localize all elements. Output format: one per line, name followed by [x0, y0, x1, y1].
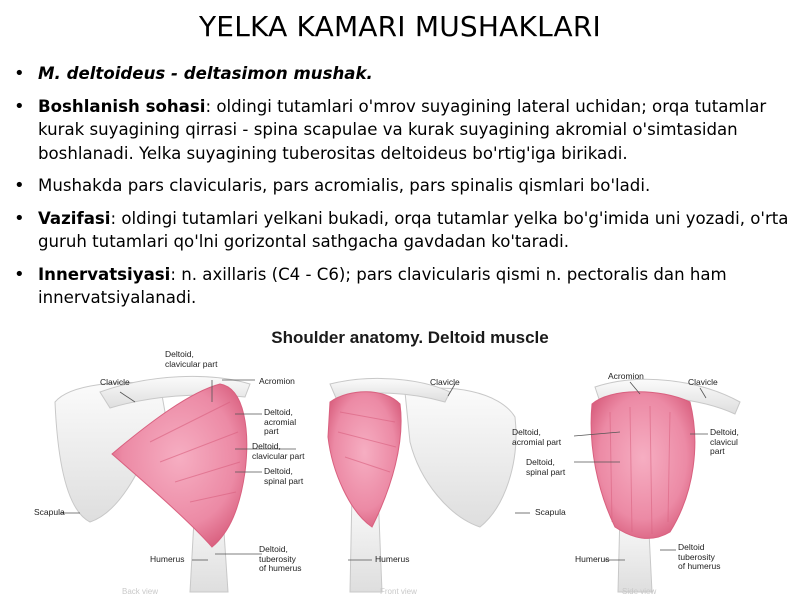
label-deltoid-acromial: Deltoid, acromial part: [512, 427, 562, 447]
figure-title: Shoulder anatomy. Deltoid muscle: [271, 328, 549, 347]
label-scapula: Scapula: [34, 507, 65, 517]
label-deltoid-spinal: Deltoid, spinal part: [264, 466, 304, 486]
label-deltoid-clavicular: Deltoid, clavicular part: [165, 349, 218, 369]
caption-back-view: Back view: [122, 587, 159, 596]
label-clavicle: Clavicle: [430, 377, 460, 387]
label-humerus: Humerus: [575, 554, 610, 564]
caption-front-view: Front view: [380, 587, 417, 596]
label-deltoid-acromial: Deltoid, acromial part: [264, 407, 297, 436]
bullet-lead: Vazifasi: [38, 208, 111, 228]
label-deltoid-tuberosity: Deltoid tuberosity of humerus: [678, 542, 721, 571]
label-humerus: Humerus: [150, 554, 185, 564]
slide-title: YELKA KAMARI MUSHAKLARI: [199, 10, 601, 43]
label-deltoid-clavicular-mid: Deltoid, clavicular part: [252, 441, 305, 461]
bullet-item-innervation: [10, 263, 792, 310]
bullet-item-function: [10, 207, 792, 254]
bullet-item-deltoid: [10, 62, 792, 86]
label-acromion: Acromion: [259, 376, 295, 386]
bullet-text: Mushakda pars clavicularis, pars acromialis, pars spinalis qismlari bo'ladi.: [38, 176, 651, 195]
label-clavicle: Clavicle: [100, 377, 130, 387]
bullet-lead: Boshlanish sohasi: [38, 96, 206, 116]
bullet-text: : oldingi tutamlari yelkani bukadi, orqa tutamlar yelka bo'g'imida uni yozadi, o'rta guruh tutamlari qo'lni gorizontal sathgacha gavdadan ko'taradi.: [38, 208, 789, 251]
bullet-text: : oldingi tutamlari o'mrov suyagining lateral uchidan; orqa tutamlar kurak suyagining qirrasi - spina scapulae va kurak suyagining akromial o'simtasidan boshlanadi. Yelka suyagining tuberositas deltoideus bo'rtig'iga birikadi.: [38, 96, 767, 163]
bullet-item-parts: [10, 174, 792, 198]
label-humerus: Humerus: [375, 554, 410, 564]
bullet-lead: Innervatsiyasi: [38, 264, 171, 284]
label-deltoid-spinal: Deltoid, spinal part: [526, 457, 566, 477]
label-acromion: Acromion: [608, 371, 644, 381]
bullet-item-origin: [10, 95, 792, 166]
bullet-lead: M. deltoideus - deltasimon mushak.: [38, 64, 373, 83]
label-clavicle: Clavicle: [688, 377, 718, 387]
bullet-text: : n. axillaris (C4 - C6); pars clavicularis qismi n. pectoralis dan ham innervatsiyalanadi.: [38, 264, 727, 307]
label-deltoid-clavicular: Deltoid, clavicul part: [710, 427, 739, 456]
bullet-list: [10, 62, 792, 324]
label-scapula: Scapula: [535, 507, 566, 517]
caption-side-view: Side view: [622, 587, 657, 596]
label-deltoid-tuberosity: Deltoid, tuberosity of humerus: [259, 544, 302, 573]
